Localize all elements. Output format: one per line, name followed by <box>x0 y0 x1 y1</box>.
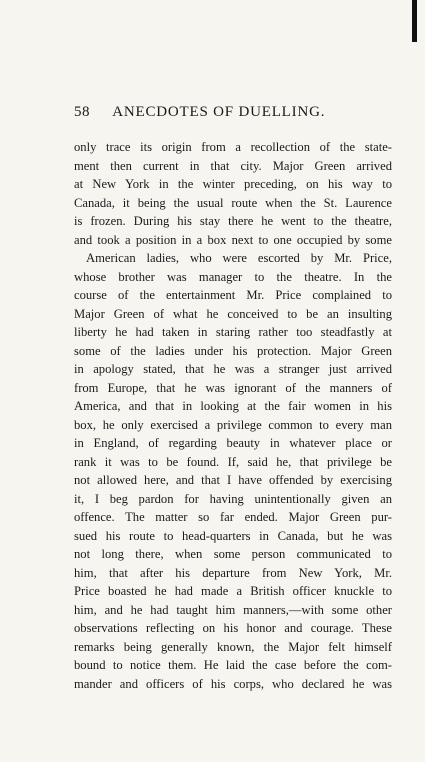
text-line: liberty he had taken in staring rather too steadfastly at <box>74 325 392 339</box>
text-line: in apology stated, that he was a stranger just arrived <box>74 362 392 376</box>
text-line: him, that after his departure from New York, Mr. <box>74 565 392 580</box>
text-line: some of the ladies under his protection. Major Green <box>74 343 392 358</box>
text-line: at New York in the winter preceding, on his way to <box>74 177 392 191</box>
text-line: bound to notice them. He laid the case before the com- <box>74 658 392 672</box>
text-line: observations reflecting on his honor and courage. These <box>74 621 392 635</box>
text-line: not allowed here, and that I have offended by exercising <box>74 473 392 487</box>
page-number: 58 <box>74 104 90 120</box>
text-line: offence. The matter so far ended. Major Green pur- <box>74 510 392 524</box>
text-line: course of the entertainment Mr. Price complained to <box>74 288 392 302</box>
text-line: box, he only exercised a privilege common to every man <box>74 417 392 432</box>
text-line: ment then current in that city. Major Green arrived <box>74 158 392 173</box>
text-line: Canada, it being the usual route when the St. Laurence <box>74 195 392 210</box>
text-line: not long there, when some person communicated to <box>74 547 392 561</box>
text-line: it, I beg pardon for having unintentionally given an <box>74 491 392 506</box>
page-edge-mark <box>412 0 417 42</box>
running-title: ANECDOTES OF DUELLING. <box>112 104 326 120</box>
text-line: remarks being generally known, the Major felt himself <box>74 639 392 654</box>
text-line: Major Green of what he conceived to be an insulting <box>74 306 392 321</box>
running-head <box>74 104 394 121</box>
text-line: sued his route to head-quarters in Canada, but he was <box>74 528 392 543</box>
text-line: him, and he had taught him manners,—with some other <box>74 602 392 617</box>
text-line: Price boasted he had made a British officer knuckle to <box>74 584 392 598</box>
text-line: rank it was to be found. If, said he, that privilege be <box>74 454 392 469</box>
text-line: America, and that in looking at the fair women in his <box>74 399 392 413</box>
text-line: mander and officers of his corps, who declared he was <box>74 676 392 691</box>
body-text <box>74 138 392 693</box>
text-line: and took a position in a box next to one occupied by some <box>74 232 392 247</box>
text-line: from Europe, that he was ignorant of the manners of <box>74 380 392 395</box>
text-line: in England, of regarding beauty in whatever place or <box>74 436 392 450</box>
text-line: American ladies, who were escorted by Mr. Price, <box>86 251 392 265</box>
text-line: is frozen. During his stay there he went to the theatre, <box>74 214 392 228</box>
text-line: whose brother was manager to the theatre. In the <box>74 269 392 284</box>
text-line: only trace its origin from a recollection of the state- <box>74 140 392 154</box>
